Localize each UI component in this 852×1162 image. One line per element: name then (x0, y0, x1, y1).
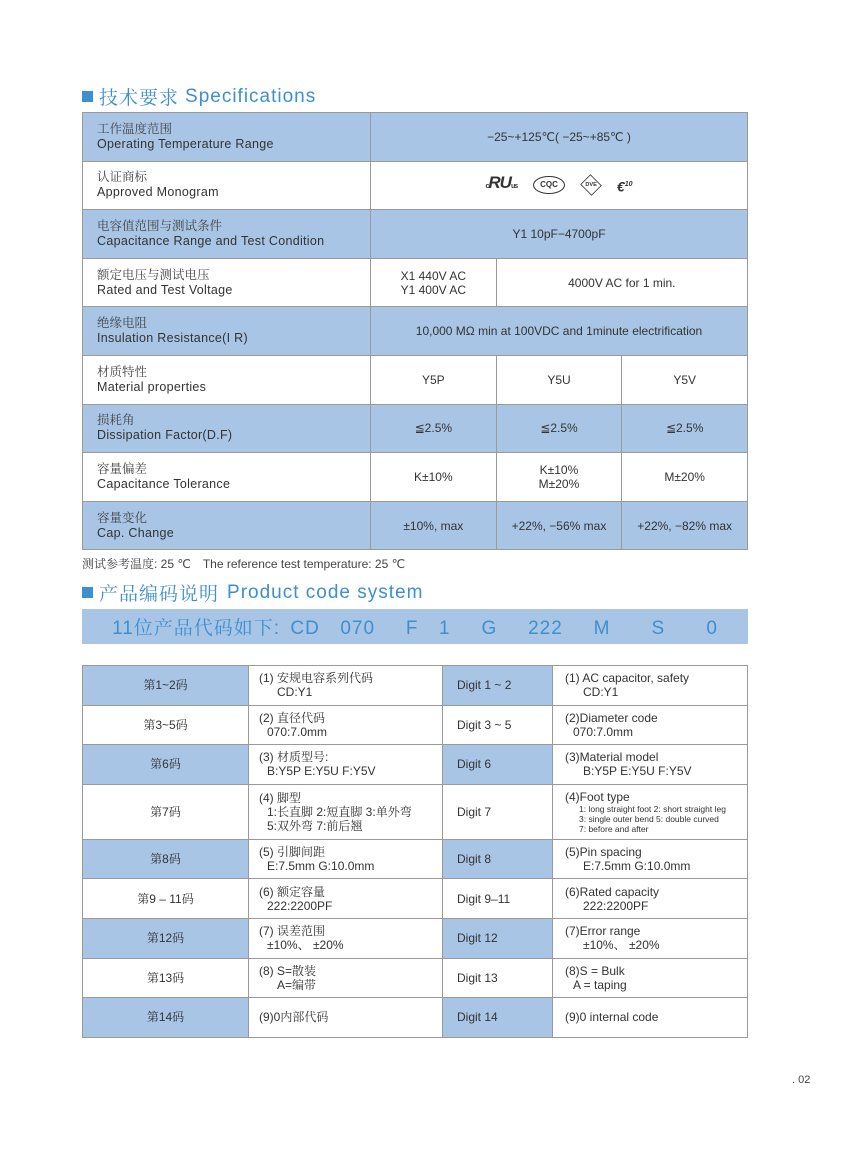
spec-value-y5u: ≦2.5% (496, 404, 622, 453)
code-description-zh: (9)0内部代码 (249, 998, 443, 1038)
spec-value (371, 258, 497, 307)
code-description-zh: (3) 材质型号: B:Y5P E:Y5U F:Y5V (249, 745, 443, 785)
spec-label-en: Dissipation Factor(D.F) (97, 428, 233, 443)
spec-row-material-properties (83, 355, 748, 404)
spec-value-y5v: M±20% (622, 453, 748, 502)
spec-label-zh: 容量变化 (97, 510, 148, 525)
heading-square-icon (82, 91, 93, 102)
vde-mark-icon: DVE (580, 175, 601, 196)
spec-label (83, 501, 371, 550)
spec-value-y5p: ±10%, max (371, 501, 497, 550)
code-digit: Digit 12 (443, 918, 553, 958)
code-description-en: (8)S = Bulk A = taping (553, 958, 748, 998)
spec-value-y5v: ≦2.5% (622, 404, 748, 453)
product-code-table (82, 665, 748, 1038)
spec-label-en: Rated and Test Voltage (97, 282, 233, 297)
spec-label-en: Material properties (97, 379, 207, 394)
code-description-en: (9)0 internal code (553, 998, 748, 1038)
code-position-zh: 第7码 (83, 784, 249, 839)
spec-label-zh: 额定电压与测试电压 (97, 267, 210, 282)
spec-value-y5p: Y5P (371, 355, 497, 404)
code-row (83, 745, 748, 785)
spec-label-en: Capacitance Tolerance (97, 476, 231, 491)
ul-mark-icon: cRUus (485, 173, 518, 193)
code-description-zh: (5) 引脚间距 E:7.5mm G:10.0mm (249, 839, 443, 879)
spec-label (83, 113, 371, 162)
code-row (83, 918, 748, 958)
spec-label-zh: 容量偏差 (97, 461, 148, 476)
code-description-zh: (8) S=散装 A=编带 (249, 958, 443, 998)
spec-label-zh: 电容值范围与测试条件 (97, 218, 223, 233)
spec-row-operating-temperature (83, 113, 748, 162)
product-code-heading-zh: 产品编码说明 (99, 584, 220, 605)
spec-label (83, 161, 371, 210)
code-digit: Digit 8 (443, 839, 553, 879)
specifications-heading-en: Specifications (185, 85, 317, 107)
spec-label-en: Operating Temperature Range (97, 136, 274, 151)
spec-label (83, 258, 371, 307)
spec-label-zh: 工作温度范围 (97, 121, 173, 136)
code-row (83, 879, 748, 919)
product-code-example-banner: 11位产品代码如下: CD 070 F 1 G 222 M S 0 (82, 609, 748, 644)
enec-mark-icon: €$^{10}$ (616, 178, 633, 195)
test-voltage-value: 4000V AC for 1 min. (496, 258, 747, 307)
reference-temperature-note (82, 555, 405, 572)
code-description-zh: (2) 直径代码 070:7.0mm (249, 705, 443, 745)
code-row (83, 958, 748, 998)
heading-square-icon (82, 587, 93, 598)
code-row (83, 666, 748, 706)
code-description-en: (3)Material model B:Y5P E:Y5U F:Y5V (553, 745, 748, 785)
cqc-mark-icon: CQC (533, 176, 565, 194)
code-row (83, 784, 748, 839)
specifications-table (82, 112, 748, 550)
code-digit: Digit 9–11 (443, 879, 553, 919)
spec-label-en: Insulation Resistance(I R) (97, 331, 248, 346)
spec-label-en: Cap. Change (97, 525, 174, 540)
spec-row-capacitance-range (83, 210, 748, 259)
spec-label-zh: 绝缘电阻 (97, 316, 148, 331)
spec-label-zh: 损耗角 (97, 413, 135, 428)
code-position-zh: 第13码 (83, 958, 249, 998)
spec-value-y5p: ≦2.5% (371, 404, 497, 453)
spec-row-cap-change (83, 501, 748, 550)
spec-label-zh: 认证商标 (97, 170, 148, 185)
spec-value: Y1 10pF−4700pF (371, 210, 748, 259)
code-position-zh: 第12码 (83, 918, 249, 958)
spec-label (83, 355, 371, 404)
code-digit: Digit 6 (443, 745, 553, 785)
product-code-heading (82, 579, 423, 606)
spec-label (83, 307, 371, 356)
code-position-zh: 第8码 (83, 839, 249, 879)
reference-note-zh: 测试参考温度: 25 ℃ (82, 557, 191, 571)
reference-note-en: The reference test temperature: 25 ℃ (202, 557, 406, 571)
spec-value-y5u: Y5U (496, 355, 622, 404)
code-digit: Digit 13 (443, 958, 553, 998)
spec-value: 10,000 MΩ min at 100VDC and 1minute electrification (371, 307, 748, 356)
spec-row-dissipation-factor (83, 404, 748, 453)
code-description-en: (5)Pin spacing E:7.5mm G:10.0mm (553, 839, 748, 879)
spec-value: −25~+125℃( −25~+85℃ ) (371, 113, 748, 162)
code-position-zh: 第6码 (83, 745, 249, 785)
code-row (83, 705, 748, 745)
spec-value-y5u: K±10% M±20% (496, 453, 622, 502)
code-digit: Digit 14 (443, 998, 553, 1038)
code-description-zh: (7) 误差范围 ±10%、 ±20% (249, 918, 443, 958)
code-position-zh: 第9 – 11码 (83, 879, 249, 919)
spec-value-y5u: +22%, −56% max (496, 501, 622, 550)
spec-row-insulation-resistance (83, 307, 748, 356)
code-position-zh: 第3~5码 (83, 705, 249, 745)
code-description-zh: (4) 脚型 1:长直脚 2:短直脚 3:单外弯 5:双外弯 7:前后翘 (249, 784, 443, 839)
code-digit: Digit 3 ~ 5 (443, 705, 553, 745)
code-description-zh: (1) 安规电容系列代码 CD:Y1 (249, 666, 443, 706)
spec-row-rated-voltage (83, 258, 748, 307)
code-description-en: (4)Foot type 1: long straight foot 2: short straight leg 3: single outer bend 5: double curved 7: before and after (553, 784, 748, 839)
code-description-zh: (6) 额定容量 222:2200PF (249, 879, 443, 919)
spec-value-y5v: Y5V (622, 355, 748, 404)
code-digit: Digit 7 (443, 784, 553, 839)
spec-label (83, 210, 371, 259)
spec-value-y5v: +22%, −82% max (622, 501, 748, 550)
specifications-heading (82, 83, 316, 110)
spec-label (83, 404, 371, 453)
code-row (83, 839, 748, 879)
spec-value-y5p: K±10% (371, 453, 497, 502)
spec-label-zh: 材质特性 (97, 364, 148, 379)
rated-voltage-x1: X1 440V AC (400, 268, 467, 283)
spec-row-capacitance-tolerance (83, 453, 748, 502)
code-position-zh: 第14码 (83, 998, 249, 1038)
spec-label-en: Approved Monogram (97, 185, 219, 200)
page-number: . 02 (792, 1074, 811, 1086)
specifications-heading-zh: 技术要求 (99, 88, 180, 109)
product-code-heading-en: Product code system (227, 581, 424, 603)
code-description-en: (1) AC capacitor, safety CD:Y1 (553, 666, 748, 706)
spec-row-approved-monogram (83, 161, 748, 210)
rated-voltage-y1: Y1 400V AC (400, 282, 467, 297)
code-description-en: (2)Diameter code 070:7.0mm (553, 705, 748, 745)
code-row (83, 998, 748, 1038)
code-description-en: (7)Error range ±10%、 ±20% (553, 918, 748, 958)
spec-label (83, 453, 371, 502)
code-position-zh: 第1~2码 (83, 666, 249, 706)
certification-logos (371, 161, 748, 210)
code-digit: Digit 1 ~ 2 (443, 666, 553, 706)
spec-label-en: Capacitance Range and Test Condition (97, 233, 325, 248)
code-description-en: (6)Rated capacity 222:2200PF (553, 879, 748, 919)
